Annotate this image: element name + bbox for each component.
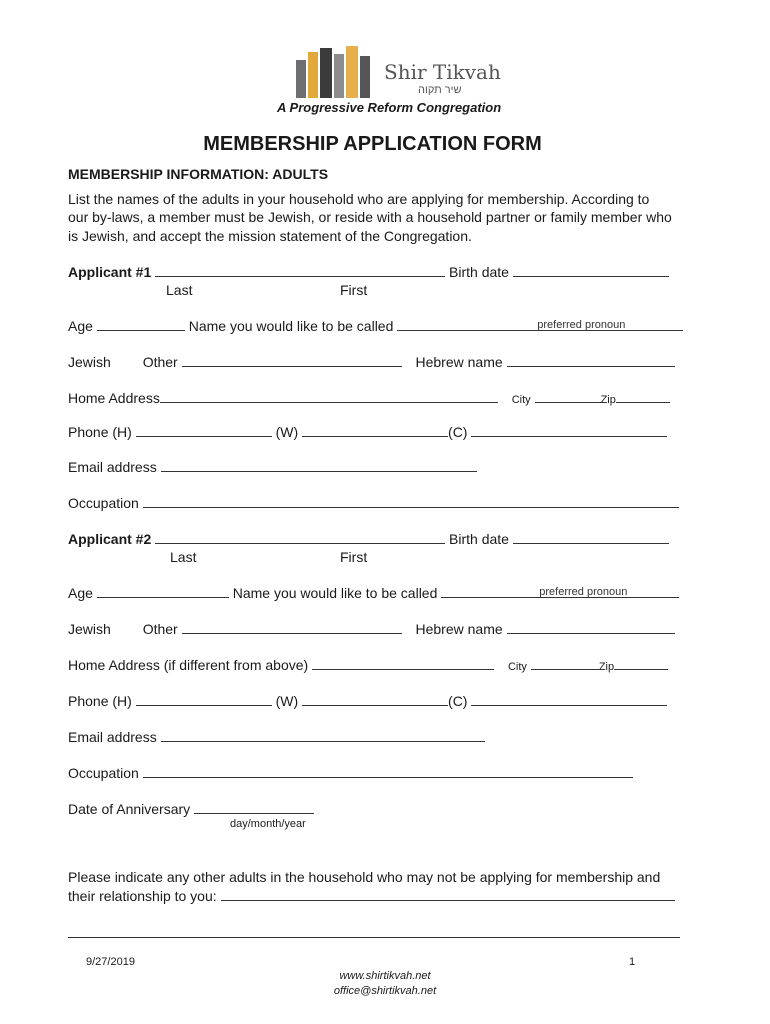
applicant2-pronoun-hint: preferred pronoun [539, 586, 628, 598]
applicant1-other-field[interactable] [182, 353, 402, 367]
applicant2-occupation-field[interactable] [143, 764, 633, 778]
applicant1-phone-h-label: Phone (H) [68, 424, 132, 440]
footer-website[interactable]: www.shirtikvah.net [339, 970, 431, 982]
applicant1-birth-label: Birth date [449, 264, 509, 280]
applicant1-called-field[interactable] [397, 317, 683, 331]
applicant1-age-label: Age [68, 318, 93, 334]
applicant2-zip-field[interactable] [614, 656, 668, 670]
applicant2-other-option[interactable]: Other [142, 621, 178, 637]
applicant1-phone-w-label: (W) [275, 424, 299, 440]
applicant1-phone-c-field[interactable] [471, 423, 667, 437]
footer-email[interactable]: office@shirtikvah.net [333, 985, 437, 997]
footer-page-number: 1 [629, 956, 636, 968]
applicant2-occupation-label: Occupation [68, 765, 139, 781]
applicant1-email-field[interactable] [161, 458, 477, 472]
applicant2-phone-c-label: (C) [448, 693, 468, 709]
applicant1-zip-field[interactable] [616, 389, 670, 403]
footer-divider [68, 937, 680, 938]
applicant1-city-label: City [511, 394, 531, 406]
applicant2-address-field[interactable] [312, 656, 494, 670]
applicant1-last-label: Last [166, 282, 193, 298]
intro-line-2: our by-laws, a member must be Jewish, or reside with a household partner or family member who [68, 209, 672, 225]
applicant1-phone-h-field[interactable] [136, 423, 272, 437]
applicant1-address-field[interactable] [160, 389, 498, 403]
shir-tikvah-logo-icon [294, 44, 384, 102]
applicant2-name-field[interactable] [155, 530, 445, 544]
logo-name: Shir Tikvah [384, 60, 501, 84]
applicant1-age-field[interactable] [97, 317, 185, 331]
logo-hebrew: שיר תקוה [418, 84, 462, 96]
applicant1-called-label: Name you would like to be called [188, 318, 394, 334]
applicant2-label: Applicant #2 [68, 531, 152, 547]
applicant2-jewish-option[interactable]: Jewish [68, 621, 111, 637]
other-adults-field[interactable] [221, 887, 675, 901]
applicant2-age-label: Age [68, 585, 93, 601]
applicant1-name-field[interactable] [155, 263, 445, 277]
applicant1-birth-field[interactable] [513, 263, 669, 277]
applicant2-hebrew-field[interactable] [507, 620, 675, 634]
applicant2-anniversary-hint: day/month/year [230, 818, 306, 830]
applicant1-zip-label: Zip [600, 394, 616, 406]
other-adults-line-1: Please indicate any other adults in the household who may not be applying for membership and [68, 869, 661, 885]
section-heading: MEMBERSHIP INFORMATION: ADULTS [68, 166, 329, 182]
applicant1-city-field[interactable] [535, 389, 601, 403]
applicant2-phone-w-label: (W) [275, 693, 299, 709]
applicant2-called-label: Name you would like to be called [232, 585, 438, 601]
applicant1-occupation-label: Occupation [68, 495, 139, 511]
applicant2-zip-label: Zip [598, 661, 615, 673]
applicant2-called-field[interactable] [441, 584, 679, 598]
applicant1-address-label: Home Address [68, 390, 160, 406]
applicant2-phone-h-label: Phone (H) [68, 693, 132, 709]
intro-line-3: is Jewish, and accept the mission statement of the Congregation. [68, 228, 472, 244]
applicant2-age-field[interactable] [97, 584, 229, 598]
applicant1-occupation-field[interactable] [143, 494, 679, 508]
applicant2-phone-c-field[interactable] [471, 692, 667, 706]
applicant2-phone-h-field[interactable] [136, 692, 272, 706]
applicant1-first-label: First [340, 282, 368, 298]
applicant2-city-field[interactable] [531, 656, 599, 670]
page-title: MEMBERSHIP APPLICATION FORM [203, 133, 542, 155]
applicant1-label: Applicant #1 [68, 264, 152, 280]
applicant2-email-field[interactable] [161, 728, 485, 742]
applicant2-anniversary-field[interactable] [194, 800, 314, 814]
applicant2-anniversary-label: Date of Anniversary [68, 801, 191, 817]
applicant2-other-field[interactable] [182, 620, 402, 634]
applicant1-hebrew-field[interactable] [507, 353, 675, 367]
applicant2-birth-label: Birth date [449, 531, 509, 547]
applicant2-hebrew-label: Hebrew name [415, 621, 503, 637]
applicant2-phone-w-field[interactable] [302, 692, 448, 706]
applicant2-birth-field[interactable] [513, 530, 669, 544]
applicant1-phone-c-label: (C) [448, 424, 468, 440]
tagline: A Progressive Reform Congregation [277, 100, 502, 115]
applicant2-last-label: Last [170, 549, 197, 565]
applicant2-first-label: First [340, 549, 368, 565]
applicant2-email-label: Email address [68, 729, 157, 745]
footer-date: 9/27/2019 [86, 956, 135, 968]
applicant1-phone-w-field[interactable] [302, 423, 448, 437]
applicant1-email-label: Email address [68, 459, 157, 475]
applicant1-other-option[interactable]: Other [142, 354, 178, 370]
other-adults-line-2: their relationship to you: [68, 888, 217, 904]
applicant1-hebrew-label: Hebrew name [415, 354, 503, 370]
intro-line-1: List the names of the adults in your household who are applying for membership. According to [68, 191, 650, 207]
applicant1-jewish-option[interactable]: Jewish [68, 354, 111, 370]
applicant1-pronoun-hint: preferred pronoun [537, 319, 626, 331]
applicant2-city-label: City [507, 661, 527, 673]
applicant2-address-label: Home Address (if different from above) [68, 657, 309, 673]
